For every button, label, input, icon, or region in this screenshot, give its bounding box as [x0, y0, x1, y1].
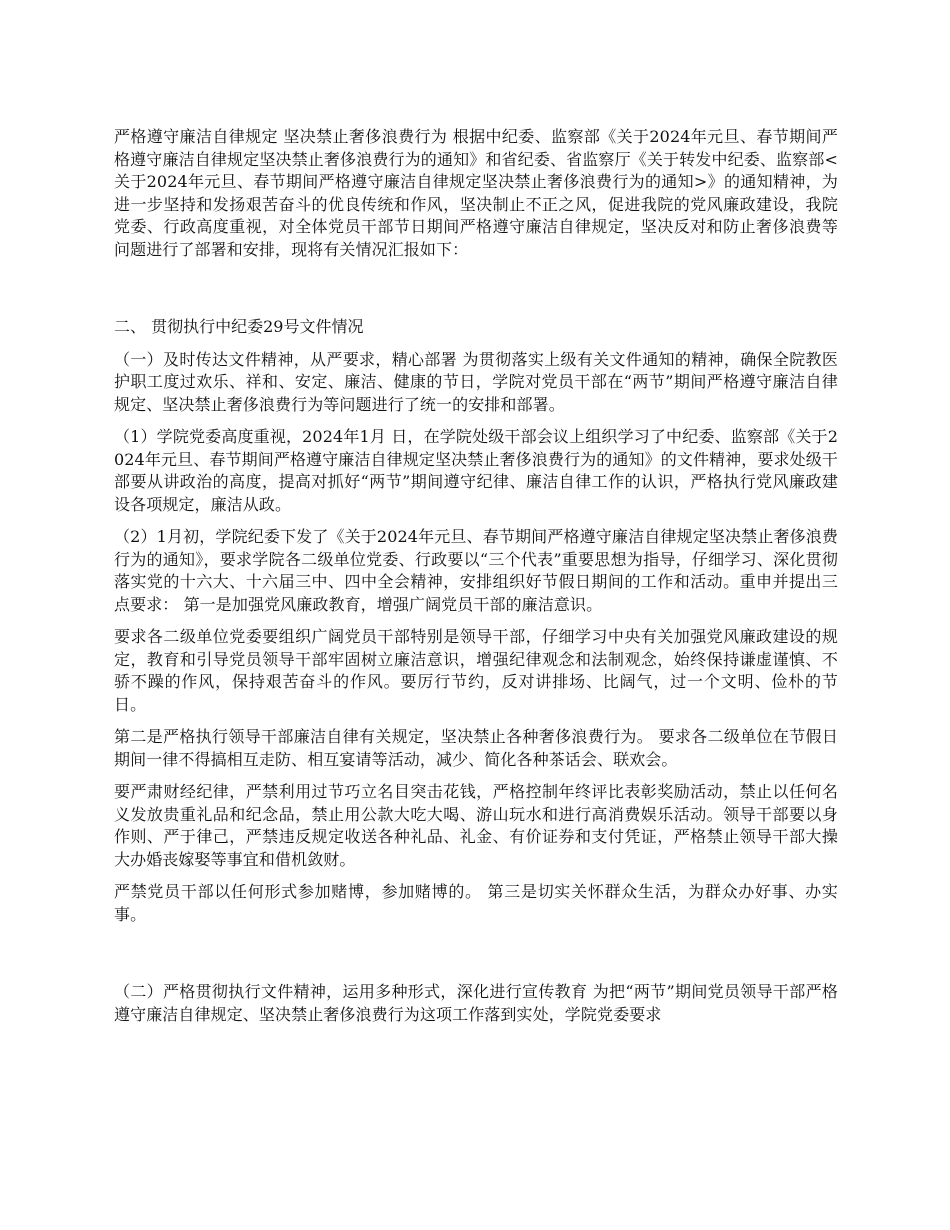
spacer — [114, 926, 838, 981]
spacer — [114, 516, 838, 526]
document-body — [114, 126, 838, 1026]
paragraph-3: （2）1月初，学院纪委下发了《关于2024年元旦、春节期间严格遵守廉洁自律规定坚决禁止奢侈浪费行为的通知》，要求学院各二级单位党委、行政要以“三个代表”重要思想为指导，仔细学习、深化贯彻落实党的十六大、十六届三中、四中全会精神，安排组织好节假日期间的工作和活动。重申并提出三点要求： 第一是加强党风廉政教育，增强广阔党员干部的廉洁意识。 — [114, 527, 838, 614]
intro-paragraph: 严格遵守廉洁自律规定 坚决禁止奢侈浪费行为 根据中纪委、监察部《关于2024年元旦、春节期间严格遵守廉洁自律规定坚决禁止奢侈浪费行为的通知》和省纪委、省监察厅《关于转发中纪委、监察部<关于2024年元旦、春节期间严格遵守廉洁自律规定坚决禁止奢侈浪费行为的通知>》的通知精神，为进一步坚持和发扬艰苦奋斗的优良传统和作风，坚决制止不正之风，促进我院的党风廉政建设，我院党委、行政高度重视，对全体党员干部节日期间严格遵守廉洁自律规定，坚决反对和防止奢侈浪费等问题进行了部署和安排，现将有关情况汇报如下： — [114, 127, 838, 259]
paragraph-2: （1）学院党委高度重视，2024年1月 日，在学院处级干部会议上组织学习了中纪委、监察部《关于2024年元旦、春节期间严格遵守廉洁自律规定坚决禁止奢侈浪费行为的通知》的文件精神，要求处级干部要从讲政治的高度，提高对抓好“两节”期间遵守纪律、廉洁自律工作的认识，严格执行党风廉政建设各项规定，廉洁从政。 — [114, 427, 838, 514]
spacer — [114, 416, 838, 426]
spacer — [114, 616, 838, 626]
spacer — [114, 716, 838, 726]
spacer — [114, 339, 838, 349]
spacer — [114, 871, 838, 881]
paragraph-4: 要求各二级单位党委要组织广阔党员干部特别是领导干部，仔细学习中央有关加强党风廉政建设的规定，教育和引导党员领导干部牢固树立廉洁意识，增强纪律观念和法制观念，始终保持谦虚谨慎、不骄不躁的作风，保持艰苦奋斗的作风。要厉行节约，反对讲排场、比阔气，过一个文明、俭朴的节日。 — [114, 627, 838, 714]
paragraph-7: 严禁党员干部以任何形式参加赌博，参加赌博的。 第三是切实关怀群众生活，为群众办好事、办实事。 — [114, 882, 838, 924]
section-heading: 二、 贯彻执行中纪委29号文件情况 — [114, 317, 364, 336]
paragraph-1: （一）及时传达文件精神，从严要求，精心部署 为贯彻落实上级有关文件通知的精神，确保全院教医护职工度过欢乐、祥和、安定、廉洁、健康的节日，学院对党员干部在“两节”期间严格遵守廉洁自律规定、坚决禁止奢侈浪费行为等问题进行了统一的安排和部署。 — [114, 349, 838, 414]
spacer — [114, 771, 838, 781]
paragraph-6: 要严肃财经纪律，严禁利用过节巧立名目突击花钱，严格控制年终评比表彰奖励活动，禁止以任何名义发放贵重礼品和纪念品，禁止用公款大吃大喝、游山玩水和进行高消费娱乐活动。领导干部要以身作则、严于律己，严禁违反规定收送各种礼品、礼金、有价证券和支付凭证，严格禁止领导干部大操大办婚丧嫁娶等事宜和借机敛财。 — [114, 782, 838, 869]
paragraph-8: （二）严格贯彻执行文件精神，运用多种形式，深化进行宣传教育 为把“两节”期间党员领导干部严格遵守廉洁自律规定、坚决禁止奢侈浪费行为这项工作落到实处，学院党委要求 — [114, 982, 838, 1024]
spacer — [114, 261, 838, 316]
paragraph-5: 第二是严格执行领导干部廉洁自律有关规定，坚决禁止各种奢侈浪费行为。 要求各二级单位在节假日期间一律不得搞相互走防、相互宴请等活动，减少、简化各种茶话会、联欢会。 — [114, 727, 838, 769]
